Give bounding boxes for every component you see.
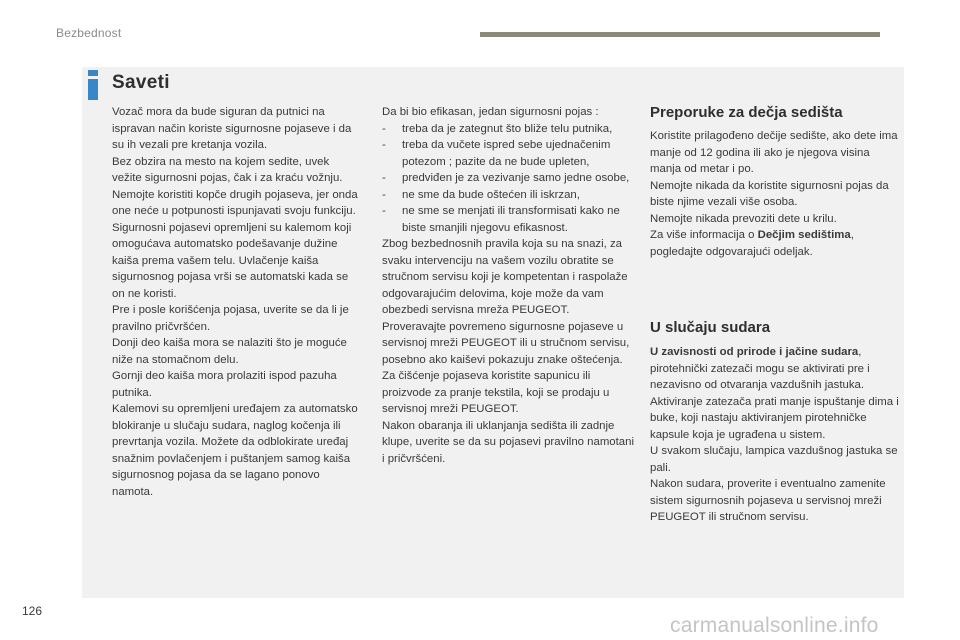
page-number: 126 <box>22 604 43 618</box>
paragraph: Aktiviranje zatezača prati manje ispuštanje dima i buke, koji nastaju aktiviranjem pirotehničke kapsule koja je ugrađena u sistem. <box>650 395 899 441</box>
panel-title: Saveti <box>112 72 170 93</box>
paragraph: Nakon sudara, proverite i eventualno zamenite sistem sigurnosnih pojaseva u servisnoj mreži PEUGEOT ili stručnom servisu. <box>650 478 886 523</box>
paragraph: Donji deo kaiša mora se nalaziti što je moguće niže na stomačnom delu. <box>112 337 347 366</box>
dash-marker: - <box>382 205 386 217</box>
paragraph: Proveravajte povremeno sigurnosne pojaseve u servisnoj mreži PEUGEOT ili u stručnom servisu, posebno ako kaiševi pokazuju znake oštećenja. <box>382 320 630 366</box>
paragraph: Nemojte koristiti kopče drugih pojaseva, jer onda one neće u potpunosti ispunjavati svoju funkciju. <box>112 188 358 217</box>
tips-column-2 <box>382 104 634 467</box>
child-seats-heading: Preporuke za dečja sedišta <box>650 104 843 121</box>
paragraph: Gornji deo kaiša mora prolaziti ispod pazuha putnika. <box>112 370 337 399</box>
section-header: Bezbednost <box>56 26 122 40</box>
paragraph: Nemojte nikada prevoziti dete u krilu. <box>650 212 837 225</box>
list-item: - treba da vučete ispred sebe ujednačenim potezom ; pazite da ne bude upleten, <box>382 137 634 170</box>
info-icon <box>84 70 102 100</box>
paragraph: Za više informacija o Dečjim sedištima, pogledajte odgovarajući odeljak. <box>650 229 854 258</box>
list-item: - ne sme se menjati ili transformisati kako ne biste smanjili njegovu efikasnost. <box>382 203 634 236</box>
paragraph: Nakon obaranja ili uklanjanja sedišta ili zadnje klupe, uverite se da su pojasevi pravilno namotani i pričvršćeni. <box>382 419 635 465</box>
tips-column-1 <box>112 104 362 500</box>
paragraph: Koristite prilagođeno dečije sedište, ako dete ima manje od 12 godina ili ako je njegova visina manja od metar i po. <box>650 130 898 175</box>
paragraph: Za čišćenje pojaseva koristite sapunicu ili proizvode za pranje tekstila, koji se prodaju u servisnoj mreži PEUGEOT. <box>382 370 610 415</box>
paragraph: Vozač mora da bude siguran da putnici na ispravan način koriste sigurnosne pojaseve i da su ih vezali pre kretanja vozila. <box>112 106 352 151</box>
dash-marker: - <box>382 139 386 151</box>
dash-marker: - <box>382 172 386 184</box>
list-item: - predviđen je za vezivanje samo jedne osobe, <box>382 170 634 187</box>
watermark: carmanualsonline.info <box>670 614 879 637</box>
paragraph: Nemojte nikada da koristite sigurnosni pojas da biste njime vezali više osoba. <box>650 179 889 208</box>
child-seats-text <box>650 128 902 260</box>
paragraph: Zbog bezbednosnih pravila koja su na snazi, za svaku intervenciju na vašem vozilu obratite se stručnom servisu koji je kompetentan i raspolaže odgovarajućim delovima, koje može da vam obezbedi servisna mreža PEUGEOT. <box>382 238 628 316</box>
dash-marker: - <box>382 188 386 201</box>
paragraph: Sigurnosni pojasevi opremljeni su kalemom koji omogućava automatsko podešavanje dužine kaiša prema vašem telu. Uvlačenje kaiša sigurnosnog pojasa vrši se automatski kada se on ne koristi. <box>112 221 352 300</box>
accident-text <box>650 344 902 526</box>
dash-marker: - <box>382 122 386 135</box>
accident-heading: U slučaju sudara <box>650 319 771 336</box>
paragraph: Da bi bio efikasan, jedan sigurnosni pojas : <box>382 106 599 118</box>
paragraph: Pre i posle korišćenja pojasa, uverite se da li je pravilno pričvršćen. <box>112 304 349 333</box>
list-item: - ne sme da bude oštećen ili iskrzan, <box>382 187 634 204</box>
paragraph: Kalemovi su opremljeni uređajem za automatsko blokiranje u slučaju sudara, naglog kočenja ili prevrtanja vozila. Možete da odblokirate uređaj snažnim povlačenjem i puštanjem samog kaiša sigurnosnog pojasa da se lagano ponovo namota. <box>112 403 358 498</box>
child-seats-reference: Dečjim sedištima <box>757 229 851 241</box>
paragraph: U svakom slučaju, lampica vazdušnog jastuka se pali. <box>650 445 898 474</box>
paragraph: Bez obzira na mesto na kojem sedite, uvek vežite sigurnosni pojas, čak i za kraću vožnju. <box>112 155 343 184</box>
paragraph: U zavisnosti od prirode i jačine sudara, pirotehnički zatezači mogu se aktivirati pre i nezavisno od otvaranja vazdušnih jastuka. <box>650 346 870 391</box>
header-bar <box>480 32 880 37</box>
list-item: - treba da je zategnut što bliže telu putnika, <box>382 121 634 138</box>
